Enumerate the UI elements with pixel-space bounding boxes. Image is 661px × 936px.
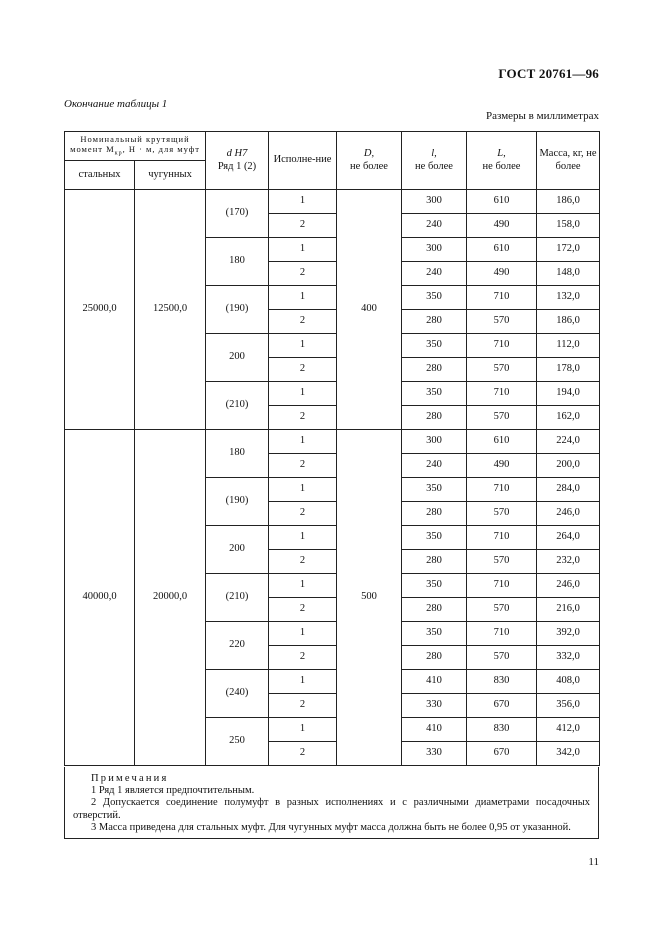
version-cell: 2 <box>269 550 337 574</box>
version-cell: 1 <box>269 382 337 406</box>
length-l-cell: 240 <box>402 214 467 238</box>
length-L-cell: 570 <box>467 502 537 526</box>
version-cell: 2 <box>269 502 337 526</box>
length-l-cell: 330 <box>402 694 467 718</box>
length-L-cell: 710 <box>467 382 537 406</box>
table-row <box>65 430 600 454</box>
length-l-cell: 300 <box>402 430 467 454</box>
length-l-cell: 280 <box>402 310 467 334</box>
version-cell: 1 <box>269 238 337 262</box>
version-cell: 2 <box>269 694 337 718</box>
outer-diameter-cell: 400 <box>337 190 402 430</box>
length-l-cell: 280 <box>402 358 467 382</box>
length-l-cell: 350 <box>402 526 467 550</box>
steel-moment-cell: 40000,0 <box>65 430 135 766</box>
note-item: 1 Ряд 1 является предпочтительным. <box>91 785 255 797</box>
length-L-cell: 710 <box>467 334 537 358</box>
notes-block <box>64 767 599 839</box>
mass-cell: 162,0 <box>537 406 600 430</box>
version-cell: 2 <box>269 358 337 382</box>
length-L-cell: 830 <box>467 670 537 694</box>
version-cell: 2 <box>269 742 337 766</box>
length-l-cell: 300 <box>402 238 467 262</box>
length-L-cell: 710 <box>467 286 537 310</box>
version-cell: 1 <box>269 526 337 550</box>
mass-cell: 356,0 <box>537 694 600 718</box>
length-l-cell: 350 <box>402 286 467 310</box>
length-L-cell: 570 <box>467 598 537 622</box>
header-D: D, не более <box>337 132 402 190</box>
version-cell: 1 <box>269 574 337 598</box>
mass-cell: 158,0 <box>537 214 600 238</box>
version-cell: 1 <box>269 670 337 694</box>
length-l-cell: 350 <box>402 334 467 358</box>
mass-cell: 112,0 <box>537 334 600 358</box>
header-d: d H7 Ряд 1 (2) <box>206 132 269 190</box>
length-L-cell: 710 <box>467 526 537 550</box>
version-cell: 1 <box>269 622 337 646</box>
length-l-cell: 350 <box>402 574 467 598</box>
version-cell: 2 <box>269 406 337 430</box>
mass-cell: 284,0 <box>537 478 600 502</box>
version-cell: 2 <box>269 214 337 238</box>
version-cell: 2 <box>269 454 337 478</box>
bore-diameter-cell: 200 <box>206 526 269 574</box>
length-L-cell: 490 <box>467 214 537 238</box>
mass-cell: 246,0 <box>537 502 600 526</box>
length-L-cell: 710 <box>467 574 537 598</box>
header-l: l, не более <box>402 132 467 190</box>
mass-cell: 200,0 <box>537 454 600 478</box>
table-caption: Окончание таблицы 1 <box>64 98 168 110</box>
length-L-cell: 570 <box>467 310 537 334</box>
length-L-cell: 610 <box>467 238 537 262</box>
bore-diameter-cell: (210) <box>206 382 269 430</box>
bore-diameter-cell: (240) <box>206 670 269 718</box>
mass-cell: 178,0 <box>537 358 600 382</box>
version-cell: 1 <box>269 430 337 454</box>
length-L-cell: 570 <box>467 358 537 382</box>
steel-moment-cell: 25000,0 <box>65 190 135 430</box>
bore-diameter-cell: (170) <box>206 190 269 238</box>
header-cast-iron: чугунных <box>135 161 206 190</box>
length-L-cell: 670 <box>467 694 537 718</box>
version-cell: 1 <box>269 718 337 742</box>
mass-cell: 392,0 <box>537 622 600 646</box>
dimensions-table <box>64 131 600 766</box>
table-row <box>65 190 600 214</box>
length-l-cell: 280 <box>402 598 467 622</box>
length-l-cell: 280 <box>402 550 467 574</box>
bore-diameter-cell: (190) <box>206 478 269 526</box>
bore-diameter-cell: 220 <box>206 622 269 670</box>
header-L: L, не более <box>467 132 537 190</box>
length-l-cell: 280 <box>402 646 467 670</box>
length-l-cell: 350 <box>402 622 467 646</box>
version-cell: 2 <box>269 262 337 286</box>
length-L-cell: 710 <box>467 622 537 646</box>
length-l-cell: 300 <box>402 190 467 214</box>
length-L-cell: 570 <box>467 646 537 670</box>
standard-code: ГОСТ 20761—96 <box>498 66 599 81</box>
bore-diameter-cell: (190) <box>206 286 269 334</box>
version-cell: 1 <box>269 334 337 358</box>
cast-iron-moment-cell: 12500,0 <box>135 190 206 430</box>
mass-cell: 186,0 <box>537 310 600 334</box>
mass-cell: 332,0 <box>537 646 600 670</box>
length-l-cell: 350 <box>402 478 467 502</box>
mass-cell: 342,0 <box>537 742 600 766</box>
length-l-cell: 240 <box>402 262 467 286</box>
header-moment: Номинальный крутящий момент $М_{кр}$, Н · м, для муфт <box>65 132 206 161</box>
header-version: Исполне-ние <box>269 132 337 190</box>
note-item: 3 Масса приведена для стальных муфт. Для чугунных муфт масса должна быть не более 0,95 от указанной. <box>91 821 571 833</box>
notes-title: Примечания <box>91 773 169 784</box>
length-L-cell: 670 <box>467 742 537 766</box>
version-cell: 2 <box>269 310 337 334</box>
length-L-cell: 610 <box>467 190 537 214</box>
outer-diameter-cell: 500 <box>337 430 402 766</box>
mass-cell: 232,0 <box>537 550 600 574</box>
header-mass: Масса, кг, не более <box>537 132 600 190</box>
version-cell: 1 <box>269 478 337 502</box>
version-cell: 2 <box>269 646 337 670</box>
length-L-cell: 570 <box>467 406 537 430</box>
mass-cell: 186,0 <box>537 190 600 214</box>
mass-cell: 224,0 <box>537 430 600 454</box>
length-L-cell: 490 <box>467 454 537 478</box>
mass-cell: 408,0 <box>537 670 600 694</box>
mass-cell: 132,0 <box>537 286 600 310</box>
bore-diameter-cell: 250 <box>206 718 269 766</box>
mass-cell: 194,0 <box>537 382 600 406</box>
bore-diameter-cell: 200 <box>206 334 269 382</box>
length-l-cell: 410 <box>402 718 467 742</box>
version-cell: 1 <box>269 286 337 310</box>
units-note: Размеры в миллиметрах <box>486 110 599 122</box>
mass-cell: 412,0 <box>537 718 600 742</box>
length-l-cell: 280 <box>402 502 467 526</box>
bore-diameter-cell: 180 <box>206 238 269 286</box>
bore-diameter-cell: (210) <box>206 574 269 622</box>
length-l-cell: 280 <box>402 406 467 430</box>
length-L-cell: 610 <box>467 430 537 454</box>
length-l-cell: 350 <box>402 382 467 406</box>
length-L-cell: 830 <box>467 718 537 742</box>
length-L-cell: 710 <box>467 478 537 502</box>
version-cell: 1 <box>269 190 337 214</box>
mass-cell: 148,0 <box>537 262 600 286</box>
page-number: 11 <box>588 856 599 868</box>
mass-cell: 264,0 <box>537 526 600 550</box>
mass-cell: 172,0 <box>537 238 600 262</box>
length-l-cell: 330 <box>402 742 467 766</box>
note-item: 2 Допускается соединение полумуфт в разных исполнениях и с различными диаметрами посадочных отверстий. <box>73 797 590 821</box>
length-L-cell: 570 <box>467 550 537 574</box>
bore-diameter-cell: 180 <box>206 430 269 478</box>
cast-iron-moment-cell: 20000,0 <box>135 430 206 766</box>
mass-cell: 216,0 <box>537 598 600 622</box>
version-cell: 2 <box>269 598 337 622</box>
header-steel: стальных <box>65 161 135 190</box>
length-L-cell: 490 <box>467 262 537 286</box>
length-l-cell: 240 <box>402 454 467 478</box>
length-l-cell: 410 <box>402 670 467 694</box>
mass-cell: 246,0 <box>537 574 600 598</box>
table-body <box>65 190 600 766</box>
